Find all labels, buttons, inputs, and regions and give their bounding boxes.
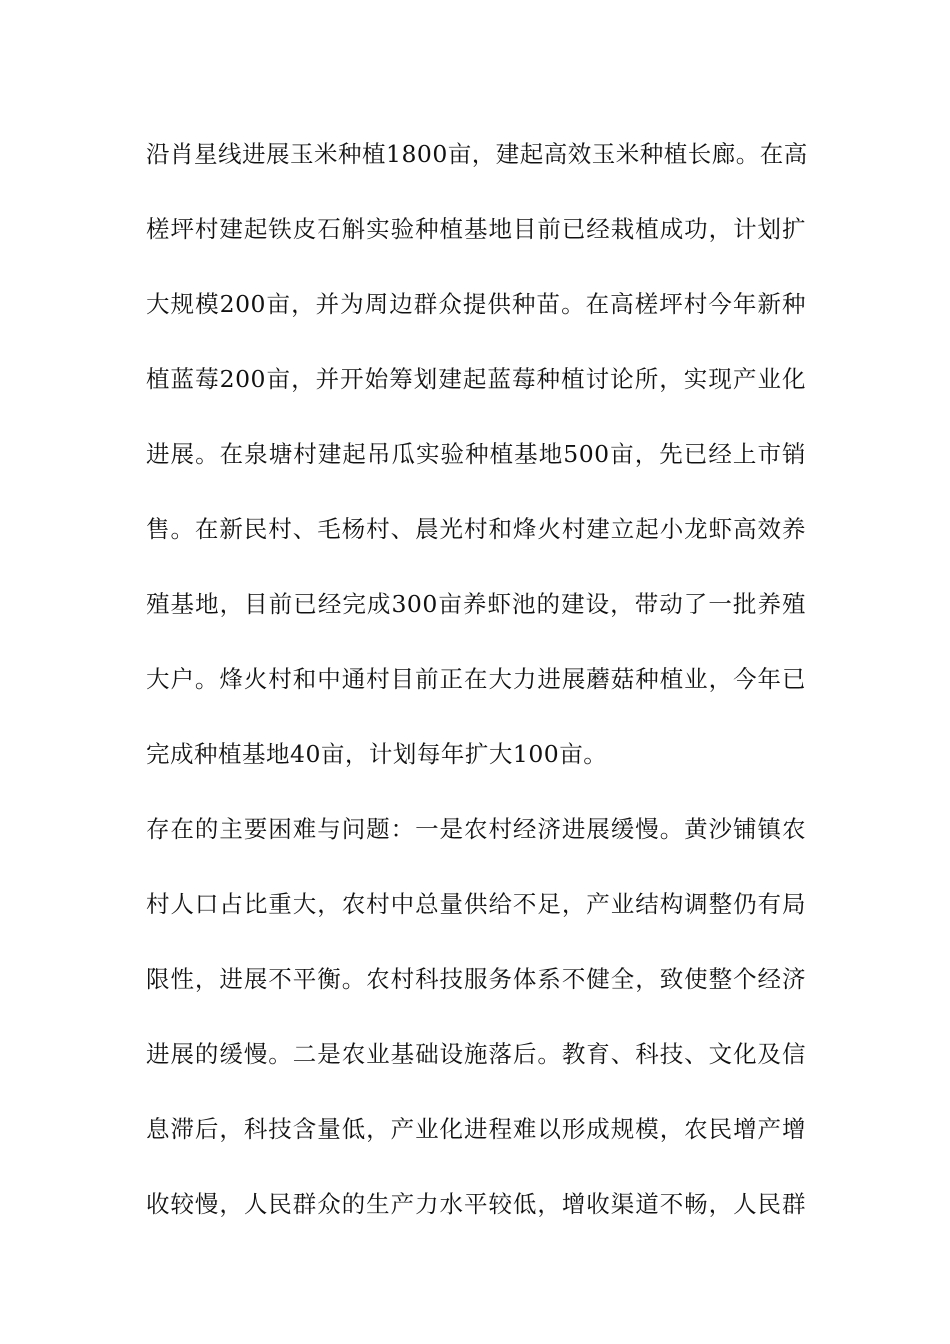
text-line: 存在的主要困难与问题：一是农村经济进展缓慢。黄沙铺镇农	[146, 815, 806, 843]
text-line: 植蓝莓200亩，并开始筹划建起蓝莓种植讨论所，实现产业化	[146, 365, 806, 393]
text-line: 收较慢，人民群众的生产力水平较低，增收渠道不畅，人民群	[146, 1190, 806, 1218]
text-line: 槎坪村建起铁皮石斛实验种植基地目前已经栽植成功，计划扩	[146, 215, 806, 243]
text-line-paragraph-end: 完成种植基地40亩，计划每年扩大100亩。	[146, 740, 608, 768]
text-line: 村人口占比重大，农村中总量供给不足，产业结构调整仍有局	[146, 890, 806, 918]
text-line: 沿肖星线进展玉米种植1800亩，建起高效玉米种植长廊。在高	[146, 140, 808, 168]
text-line: 殖基地，目前已经完成300亩养虾池的建设，带动了一批养殖	[146, 590, 806, 618]
text-line: 进展的缓慢。二是农业基础设施落后。教育、科技、文化及信	[146, 1040, 806, 1068]
text-line: 限性，进展不平衡。农村科技服务体系不健全，致使整个经济	[146, 965, 806, 993]
text-line: 息滞后，科技含量低，产业化进程难以形成规模，农民增产增	[146, 1115, 806, 1143]
text-line: 大规模200亩，并为周边群众提供种苗。在高槎坪村今年新种	[146, 290, 806, 318]
text-line: 进展。在泉塘村建起吊瓜实验种植基地500亩，先已经上市销	[146, 440, 806, 468]
text-line: 大户。烽火村和中通村目前正在大力进展蘑菇种植业，今年已	[146, 665, 806, 693]
text-line: 售。在新民村、毛杨村、晨光村和烽火村建立起小龙虾高效养	[146, 515, 806, 543]
